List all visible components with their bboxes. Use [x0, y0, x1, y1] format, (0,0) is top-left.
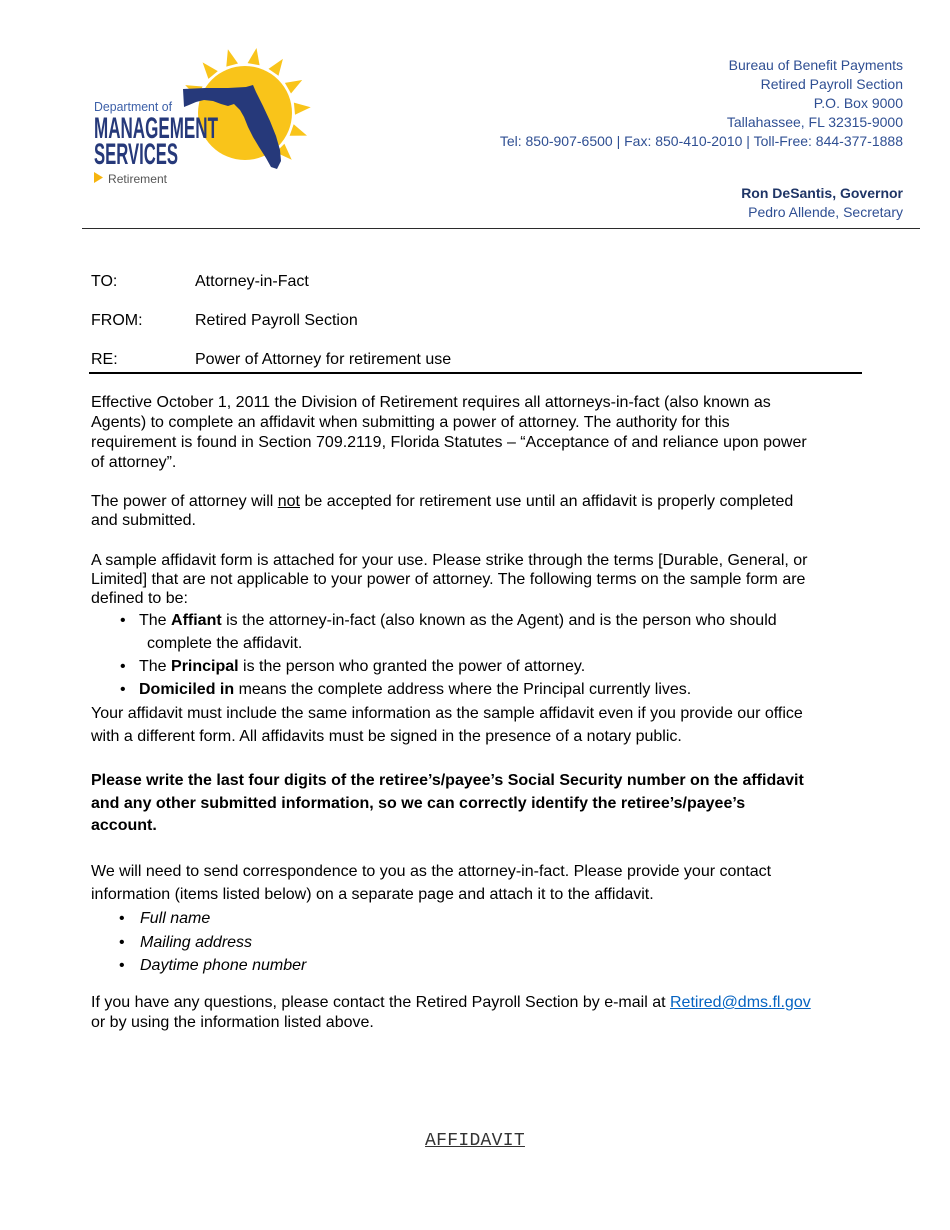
not-accepted-tail: be accepted for retirement use until an affidavit is properly completed	[300, 493, 794, 510]
same-info-line: with a different form. All affidavits must be signed in the presence of a notary public.	[91, 728, 682, 745]
definition-domiciled-in	[91, 678, 777, 701]
questions-paragraph	[91, 993, 811, 1033]
sample-form-paragraph	[91, 551, 808, 608]
intro-line: of attorney”.	[91, 454, 177, 471]
from-value: Retired Payroll Section	[195, 312, 358, 329]
not-accepted-line: and submitted.	[91, 512, 196, 529]
officials	[741, 184, 903, 222]
definition-affiant	[91, 609, 777, 655]
memo-divider	[89, 372, 862, 374]
definition-term: Principal	[171, 658, 239, 675]
ssn-notice-line: Please write the last four digits of the retiree’s/payee’s Social Security number on the affidavit	[91, 772, 804, 789]
definition-principal	[91, 655, 777, 678]
ssn-notice	[91, 770, 804, 838]
governor: Ron DeSantis, Governor	[741, 185, 903, 201]
return-address	[500, 56, 903, 151]
correspondence-line: information (items listed below) on a separate page and attach it to the affidavit.	[91, 886, 654, 903]
sun-ray	[226, 49, 238, 66]
definition-text: is the person who granted the power of attorney.	[238, 658, 586, 675]
contact-item: • Daytime phone number	[91, 954, 306, 978]
definition-text: is the attorney-in-fact (also known as the Agent) and is the person who should	[221, 612, 777, 629]
definition-term: Affiant	[171, 612, 222, 629]
re-label: RE:	[91, 351, 118, 368]
ssn-notice-line: and any other submitted information, so we can correctly identify the retiree’s/payee’s	[91, 794, 746, 812]
not-emphasis: not	[277, 493, 300, 510]
sample-form-line: defined to be:	[91, 590, 188, 607]
ssn-notice-line: account.	[91, 817, 157, 834]
definition-continuation: complete the affidavit.	[147, 635, 303, 652]
same-info-line: Your affidavit must include the same information as the sample affidavit even if you provide our office	[91, 705, 803, 722]
intro-line: Effective October 1, 2011 the Division of Retirement requires all attorneys-in-fact (also known as	[91, 394, 771, 411]
to-value: Attorney-in-Fact	[195, 273, 309, 290]
sample-form-line: A sample affidavit form is attached for your use. Please strike through the terms [Durable, General, or	[91, 552, 808, 569]
definitions-list	[91, 609, 777, 701]
intro-paragraph	[91, 393, 807, 473]
questions-lead: If you have any questions, please contact the Retired Payroll Section by e-mail at	[91, 994, 670, 1011]
definition-lead: The	[139, 658, 172, 675]
bureau-name: Bureau of Benefit Payments	[728, 57, 903, 73]
sample-form-line: Limited] that are not applicable to your power of attorney. The following terms on the sample form are	[91, 571, 806, 588]
logo-management: MANAGEMENT	[94, 112, 218, 145]
play-triangle-icon	[94, 172, 103, 183]
affidavit-heading: AFFIDAVIT	[425, 1131, 525, 1151]
logo-department-of: Department of	[94, 99, 173, 114]
logo-retirement: Retirement	[108, 172, 168, 186]
contact-item: • Full name	[91, 907, 306, 931]
contact-items-list	[91, 907, 306, 978]
definition-term: Domiciled in	[139, 681, 235, 698]
section-name: Retired Payroll Section	[760, 76, 903, 92]
intro-line: requirement is found in Section 709.2119, Florida Statutes – “Acceptance of and reliance upon power	[91, 434, 807, 451]
contact-item: • Mailing address	[91, 931, 306, 955]
not-accepted-paragraph	[91, 492, 793, 530]
email-link[interactable]: Retired@dms.fl.gov	[669, 994, 811, 1011]
sun-ray	[290, 124, 307, 135]
po-box: P.O. Box 9000	[813, 95, 903, 111]
re-value: Power of Attorney for retirement use	[195, 351, 452, 368]
sun-ray	[285, 80, 302, 94]
definition-lead: The	[139, 612, 172, 629]
memo-from-row	[91, 311, 862, 331]
city-state-zip: Tallahassee, FL 32315-9000	[726, 114, 903, 130]
header-divider	[82, 228, 920, 229]
intro-line: Agents) to complete an affidavit when submitting a power of attorney. The authority for this	[91, 414, 730, 431]
sun-ray	[294, 103, 311, 115]
definition-text: means the complete address where the Principal currently lives.	[234, 681, 692, 698]
correspondence-line: We will need to send correspondence to you as the attorney-in-fact. Please provide your contact	[91, 863, 772, 880]
same-info-paragraph	[91, 702, 803, 748]
phone-numbers: Tel: 850-907-6500 | Fax: 850-410-2010 | Toll-Free: 844-377-1888	[499, 133, 903, 149]
memo-re-row	[91, 350, 862, 370]
correspondence-paragraph	[91, 860, 771, 906]
from-label: FROM:	[91, 312, 143, 329]
logo-services: SERVICES	[94, 138, 178, 171]
memo-to-row	[91, 272, 862, 292]
not-accepted-lead: The power of attorney will	[91, 493, 278, 510]
to-label: TO:	[91, 273, 118, 290]
sun-ray	[269, 59, 283, 76]
questions-line: or by using the information listed above.	[91, 1014, 374, 1031]
not-accepted-line	[91, 492, 793, 511]
secretary: Pedro Allende, Secretary	[748, 204, 903, 220]
dms-retirement-logo	[0, 0, 330, 200]
questions-line	[91, 993, 811, 1013]
sun-ray	[248, 48, 260, 65]
